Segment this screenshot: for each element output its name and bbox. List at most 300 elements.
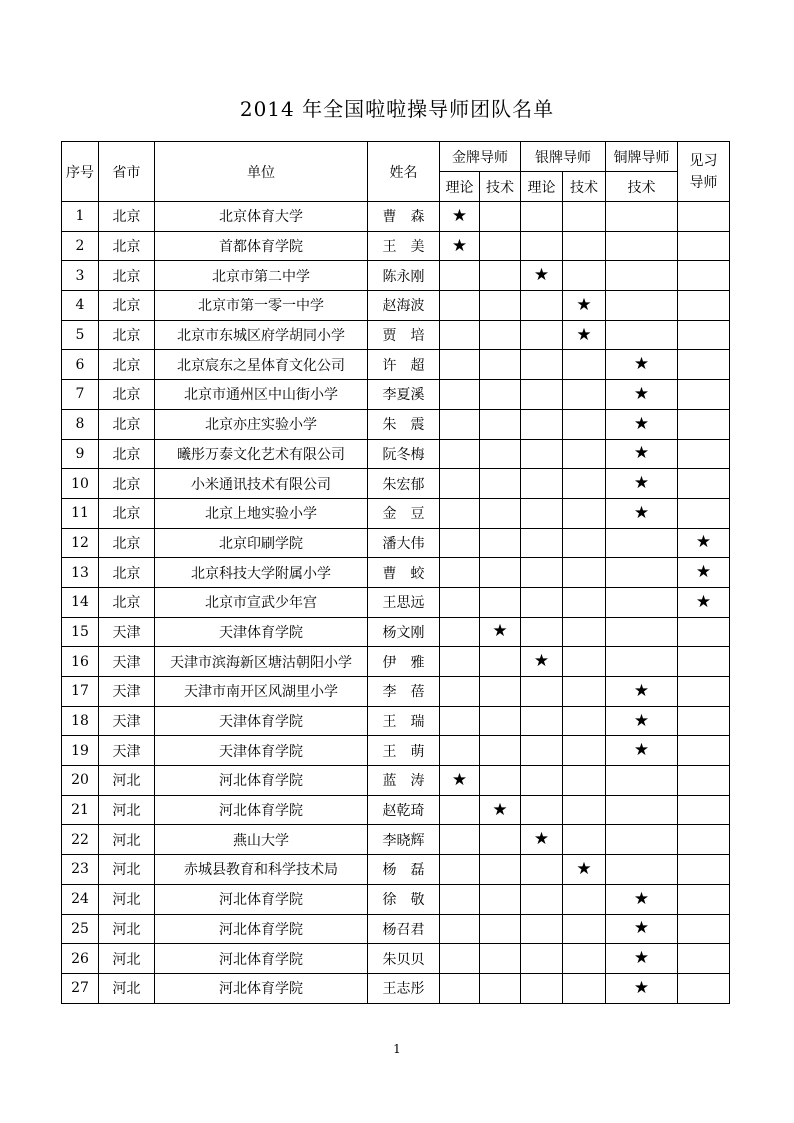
cell-silver-theory <box>521 498 563 528</box>
star-mark-icon: ★ <box>633 977 650 998</box>
row-unit: 河北体育学院 <box>155 766 368 796</box>
cell-trainee <box>678 291 730 321</box>
cell-gold-tech <box>480 498 521 528</box>
row-name: 李 蓓 <box>368 677 440 707</box>
table-row <box>62 202 730 232</box>
table-row <box>62 498 730 528</box>
page-title: 2014 年全国啦啦操导师团队名单 <box>239 97 555 121</box>
cell-silver-theory <box>521 647 563 677</box>
table-row <box>62 736 730 766</box>
row-number: 16 <box>62 647 99 677</box>
header-trainee <box>678 142 730 202</box>
table-row <box>62 944 730 974</box>
row-province: 北京 <box>99 320 155 350</box>
header-gold-tech: 技术 <box>480 172 521 202</box>
table-row <box>62 291 730 321</box>
cell-gold-tech <box>480 528 521 558</box>
row-unit: 天津体育学院 <box>155 617 368 647</box>
cell-gold-theory <box>440 498 480 528</box>
row-province: 天津 <box>99 677 155 707</box>
cell-gold-tech <box>480 587 521 617</box>
row-unit: 北京印刷学院 <box>155 528 368 558</box>
table-row <box>62 706 730 736</box>
row-province: 北京 <box>99 587 155 617</box>
row-province: 河北 <box>99 944 155 974</box>
row-province: 北京 <box>99 380 155 410</box>
cell-gold-theory <box>440 380 480 410</box>
row-number: 9 <box>62 439 99 469</box>
row-number: 5 <box>62 320 99 350</box>
row-unit: 北京市东城区府学胡同小学 <box>155 320 368 350</box>
table-row <box>62 380 730 410</box>
row-province: 河北 <box>99 766 155 796</box>
row-number: 23 <box>62 855 99 885</box>
star-mark-icon: ★ <box>633 948 650 969</box>
row-name: 王 美 <box>368 231 440 261</box>
row-province: 北京 <box>99 261 155 291</box>
cell-silver-theory <box>521 736 563 766</box>
cell-bronze-tech <box>606 944 678 974</box>
cell-trainee <box>678 409 730 439</box>
table-row <box>62 766 730 796</box>
cell-gold-theory <box>440 647 480 677</box>
cell-bronze-tech <box>606 766 678 796</box>
cell-silver-tech <box>563 320 606 350</box>
header-bronze-tech: 技术 <box>606 172 678 202</box>
cell-gold-tech <box>480 914 521 944</box>
row-name: 赵乾琦 <box>368 795 440 825</box>
cell-bronze-tech <box>606 291 678 321</box>
row-unit: 北京市宣武少年宫 <box>155 587 368 617</box>
cell-gold-tech <box>480 469 521 499</box>
row-province: 天津 <box>99 617 155 647</box>
cell-gold-tech <box>480 350 521 380</box>
header-silver: 银牌导师 <box>521 142 606 172</box>
cell-silver-tech <box>563 528 606 558</box>
header-trainee-line2: 导师 <box>689 174 718 191</box>
star-mark-icon: ★ <box>633 413 650 434</box>
cell-bronze-tech <box>606 855 678 885</box>
cell-trainee <box>678 350 730 380</box>
row-number: 18 <box>62 706 99 736</box>
cell-silver-theory <box>521 291 563 321</box>
cell-silver-theory <box>521 855 563 885</box>
row-unit: 首都体育学院 <box>155 231 368 261</box>
cell-gold-theory <box>440 706 480 736</box>
row-name: 王志彤 <box>368 973 440 1003</box>
cell-trainee <box>678 202 730 232</box>
table-row <box>62 973 730 1003</box>
cell-bronze-tech <box>606 320 678 350</box>
cell-gold-theory <box>440 944 480 974</box>
cell-silver-theory <box>521 914 563 944</box>
row-number: 3 <box>62 261 99 291</box>
cell-gold-theory <box>440 795 480 825</box>
cell-gold-theory <box>440 350 480 380</box>
star-mark-icon: ★ <box>451 205 468 226</box>
cell-bronze-tech <box>606 706 678 736</box>
cell-silver-theory <box>521 884 563 914</box>
row-unit: 北京市通州区中山街小学 <box>155 380 368 410</box>
cell-silver-tech <box>563 884 606 914</box>
cell-silver-theory <box>521 825 563 855</box>
cell-silver-tech <box>563 439 606 469</box>
cell-silver-theory <box>521 202 563 232</box>
table-row <box>62 855 730 885</box>
cell-gold-theory <box>440 884 480 914</box>
row-unit: 天津市滨海新区塘沽朝阳小学 <box>155 647 368 677</box>
row-unit: 北京市第二中学 <box>155 261 368 291</box>
header-province: 省市 <box>99 142 155 202</box>
row-province: 北京 <box>99 409 155 439</box>
row-number: 10 <box>62 469 99 499</box>
cell-trainee <box>678 528 730 558</box>
cell-silver-theory <box>521 231 563 261</box>
cell-silver-theory <box>521 469 563 499</box>
cell-gold-tech <box>480 677 521 707</box>
row-unit: 小米通讯技术有限公司 <box>155 469 368 499</box>
row-name: 王思远 <box>368 587 440 617</box>
row-unit: 河北体育学院 <box>155 973 368 1003</box>
row-number: 12 <box>62 528 99 558</box>
cell-gold-tech <box>480 558 521 588</box>
cell-gold-tech <box>480 973 521 1003</box>
cell-silver-theory <box>521 350 563 380</box>
row-number: 14 <box>62 587 99 617</box>
table-row <box>62 677 730 707</box>
row-province: 北京 <box>99 439 155 469</box>
cell-bronze-tech <box>606 914 678 944</box>
cell-bronze-tech <box>606 202 678 232</box>
table-row <box>62 914 730 944</box>
cell-trainee <box>678 706 730 736</box>
cell-gold-tech <box>480 231 521 261</box>
cell-trainee <box>678 736 730 766</box>
row-number: 1 <box>62 202 99 232</box>
cell-gold-tech <box>480 944 521 974</box>
cell-gold-theory <box>440 736 480 766</box>
row-number: 27 <box>62 973 99 1003</box>
row-name: 王 萌 <box>368 736 440 766</box>
table-row <box>62 439 730 469</box>
cell-bronze-tech <box>606 647 678 677</box>
row-province: 河北 <box>99 795 155 825</box>
row-name: 陈永刚 <box>368 261 440 291</box>
row-province: 北京 <box>99 202 155 232</box>
star-mark-icon: ★ <box>633 740 650 761</box>
cell-bronze-tech <box>606 350 678 380</box>
cell-silver-tech <box>563 677 606 707</box>
cell-silver-tech <box>563 766 606 796</box>
cell-bronze-tech <box>606 439 678 469</box>
row-name: 朱 震 <box>368 409 440 439</box>
header-name: 姓名 <box>368 142 440 202</box>
cell-silver-theory <box>521 528 563 558</box>
cell-trainee <box>678 647 730 677</box>
row-name: 王 瑞 <box>368 706 440 736</box>
cell-gold-theory <box>440 914 480 944</box>
cell-silver-theory <box>521 380 563 410</box>
star-mark-icon: ★ <box>533 829 550 850</box>
row-name: 杨文刚 <box>368 617 440 647</box>
cell-gold-tech <box>480 736 521 766</box>
table-row <box>62 647 730 677</box>
cell-gold-tech <box>480 884 521 914</box>
row-number: 22 <box>62 825 99 855</box>
row-province: 河北 <box>99 914 155 944</box>
cell-gold-tech <box>480 795 521 825</box>
cell-gold-theory <box>440 320 480 350</box>
cell-silver-theory <box>521 587 563 617</box>
cell-silver-tech <box>563 973 606 1003</box>
cell-gold-tech <box>480 291 521 321</box>
row-unit: 河北体育学院 <box>155 914 368 944</box>
cell-silver-tech <box>563 825 606 855</box>
cell-silver-tech <box>563 350 606 380</box>
table-row <box>62 528 730 558</box>
cell-silver-tech <box>563 617 606 647</box>
row-unit: 河北体育学院 <box>155 795 368 825</box>
cell-trainee <box>678 855 730 885</box>
row-unit: 天津市南开区风湖里小学 <box>155 677 368 707</box>
cell-silver-tech <box>563 409 606 439</box>
cell-bronze-tech <box>606 587 678 617</box>
row-unit: 北京体育大学 <box>155 202 368 232</box>
header-no: 序号 <box>62 142 99 202</box>
row-name: 蓝 涛 <box>368 766 440 796</box>
cell-bronze-tech <box>606 795 678 825</box>
cell-trainee <box>678 261 730 291</box>
cell-gold-theory <box>440 409 480 439</box>
star-mark-icon: ★ <box>451 769 468 790</box>
cell-gold-tech <box>480 617 521 647</box>
cell-silver-theory <box>521 706 563 736</box>
cell-silver-tech <box>563 587 606 617</box>
row-unit: 北京宸东之星体育文化公司 <box>155 350 368 380</box>
cell-bronze-tech <box>606 884 678 914</box>
header-silver-tech: 技术 <box>563 172 606 202</box>
row-number: 6 <box>62 350 99 380</box>
row-number: 13 <box>62 558 99 588</box>
cell-silver-tech <box>563 469 606 499</box>
row-name: 金 豆 <box>368 498 440 528</box>
row-province: 北京 <box>99 558 155 588</box>
row-name: 朱贝贝 <box>368 944 440 974</box>
star-mark-icon: ★ <box>633 354 650 375</box>
table-row <box>62 795 730 825</box>
star-mark-icon: ★ <box>633 473 650 494</box>
roster-body <box>62 202 730 1004</box>
row-number: 7 <box>62 380 99 410</box>
cell-silver-tech <box>563 736 606 766</box>
table-row <box>62 617 730 647</box>
cell-bronze-tech <box>606 825 678 855</box>
cell-silver-tech <box>563 498 606 528</box>
row-number: 25 <box>62 914 99 944</box>
star-mark-icon: ★ <box>695 562 712 583</box>
cell-trainee <box>678 320 730 350</box>
row-province: 北京 <box>99 350 155 380</box>
row-unit: 天津体育学院 <box>155 706 368 736</box>
row-province: 天津 <box>99 647 155 677</box>
header-gold: 金牌导师 <box>440 142 521 172</box>
cell-trainee <box>678 766 730 796</box>
row-number: 21 <box>62 795 99 825</box>
cell-silver-tech <box>563 291 606 321</box>
cell-gold-tech <box>480 825 521 855</box>
table-row <box>62 409 730 439</box>
table-row <box>62 825 730 855</box>
cell-gold-theory <box>440 439 480 469</box>
row-name: 贾 培 <box>368 320 440 350</box>
star-mark-icon: ★ <box>451 235 468 256</box>
cell-silver-theory <box>521 261 563 291</box>
page-number: 1 <box>393 1042 401 1056</box>
cell-gold-theory <box>440 973 480 1003</box>
row-unit: 北京科技大学附属小学 <box>155 558 368 588</box>
cell-bronze-tech <box>606 973 678 1003</box>
star-mark-icon: ★ <box>633 888 650 909</box>
row-province: 北京 <box>99 498 155 528</box>
row-name: 阮冬梅 <box>368 439 440 469</box>
cell-silver-theory <box>521 766 563 796</box>
cell-gold-theory <box>440 469 480 499</box>
row-name: 曹 蛟 <box>368 558 440 588</box>
row-number: 20 <box>62 766 99 796</box>
cell-silver-tech <box>563 380 606 410</box>
cell-silver-theory <box>521 795 563 825</box>
table-row <box>62 558 730 588</box>
cell-silver-tech <box>563 706 606 736</box>
row-number: 17 <box>62 677 99 707</box>
star-mark-icon: ★ <box>633 710 650 731</box>
cell-trainee <box>678 825 730 855</box>
row-unit: 河北体育学院 <box>155 944 368 974</box>
star-mark-icon: ★ <box>492 621 508 642</box>
cell-trainee <box>678 231 730 261</box>
cell-gold-tech <box>480 202 521 232</box>
mentor-roster-table <box>61 141 730 1004</box>
star-mark-icon: ★ <box>576 324 592 345</box>
row-name: 李晓辉 <box>368 825 440 855</box>
row-unit: 河北体育学院 <box>155 884 368 914</box>
table-row <box>62 261 730 291</box>
cell-silver-theory <box>521 409 563 439</box>
cell-trainee <box>678 914 730 944</box>
row-number: 4 <box>62 291 99 321</box>
table-row <box>62 320 730 350</box>
cell-silver-tech <box>563 261 606 291</box>
cell-silver-theory <box>521 677 563 707</box>
star-mark-icon: ★ <box>695 591 712 612</box>
cell-bronze-tech <box>606 380 678 410</box>
cell-silver-theory <box>521 439 563 469</box>
cell-bronze-tech <box>606 261 678 291</box>
header-bronze: 铜牌导师 <box>606 142 678 172</box>
header-silver-theory: 理论 <box>521 172 563 202</box>
star-mark-icon: ★ <box>576 294 592 315</box>
cell-bronze-tech <box>606 736 678 766</box>
cell-trainee <box>678 617 730 647</box>
table-row <box>62 350 730 380</box>
row-number: 26 <box>62 944 99 974</box>
cell-gold-theory <box>440 855 480 885</box>
cell-silver-tech <box>563 914 606 944</box>
row-name: 伊 雅 <box>368 647 440 677</box>
cell-silver-tech <box>563 795 606 825</box>
star-mark-icon: ★ <box>633 443 650 464</box>
row-province: 河北 <box>99 973 155 1003</box>
cell-gold-tech <box>480 439 521 469</box>
star-mark-icon: ★ <box>633 502 650 523</box>
cell-silver-tech <box>563 647 606 677</box>
cell-silver-tech <box>563 944 606 974</box>
cell-trainee <box>678 884 730 914</box>
cell-bronze-tech <box>606 677 678 707</box>
row-province: 北京 <box>99 231 155 261</box>
row-unit: 北京亦庄实验小学 <box>155 409 368 439</box>
row-unit: 赤城县教育和科学技术局 <box>155 855 368 885</box>
cell-gold-tech <box>480 261 521 291</box>
row-province: 天津 <box>99 736 155 766</box>
cell-bronze-tech <box>606 528 678 558</box>
cell-gold-tech <box>480 320 521 350</box>
row-number: 24 <box>62 884 99 914</box>
cell-gold-tech <box>480 409 521 439</box>
cell-silver-tech <box>563 231 606 261</box>
table-row <box>62 231 730 261</box>
cell-trainee <box>678 973 730 1003</box>
star-mark-icon: ★ <box>633 383 650 404</box>
row-name: 潘大伟 <box>368 528 440 558</box>
cell-gold-theory <box>440 202 480 232</box>
cell-gold-theory <box>440 528 480 558</box>
cell-silver-theory <box>521 944 563 974</box>
row-number: 15 <box>62 617 99 647</box>
cell-trainee <box>678 677 730 707</box>
star-mark-icon: ★ <box>633 680 650 701</box>
cell-trainee <box>678 498 730 528</box>
row-unit: 天津体育学院 <box>155 736 368 766</box>
cell-silver-theory <box>521 617 563 647</box>
cell-silver-theory <box>521 320 563 350</box>
row-province: 北京 <box>99 291 155 321</box>
cell-silver-theory <box>521 973 563 1003</box>
star-mark-icon: ★ <box>492 799 508 820</box>
table-row <box>62 469 730 499</box>
cell-gold-tech <box>480 647 521 677</box>
row-province: 天津 <box>99 706 155 736</box>
row-unit: 燕山大学 <box>155 825 368 855</box>
table-row <box>62 587 730 617</box>
cell-trainee <box>678 558 730 588</box>
cell-gold-theory <box>440 231 480 261</box>
cell-gold-theory <box>440 677 480 707</box>
row-number: 8 <box>62 409 99 439</box>
cell-gold-theory <box>440 825 480 855</box>
header-gold-theory: 理论 <box>440 172 480 202</box>
row-number: 11 <box>62 498 99 528</box>
row-province: 河北 <box>99 884 155 914</box>
cell-gold-tech <box>480 380 521 410</box>
row-province: 北京 <box>99 469 155 499</box>
cell-gold-theory <box>440 261 480 291</box>
cell-trainee <box>678 944 730 974</box>
cell-trainee <box>678 439 730 469</box>
cell-bronze-tech <box>606 498 678 528</box>
cell-silver-tech <box>563 855 606 885</box>
row-name: 李夏溪 <box>368 380 440 410</box>
